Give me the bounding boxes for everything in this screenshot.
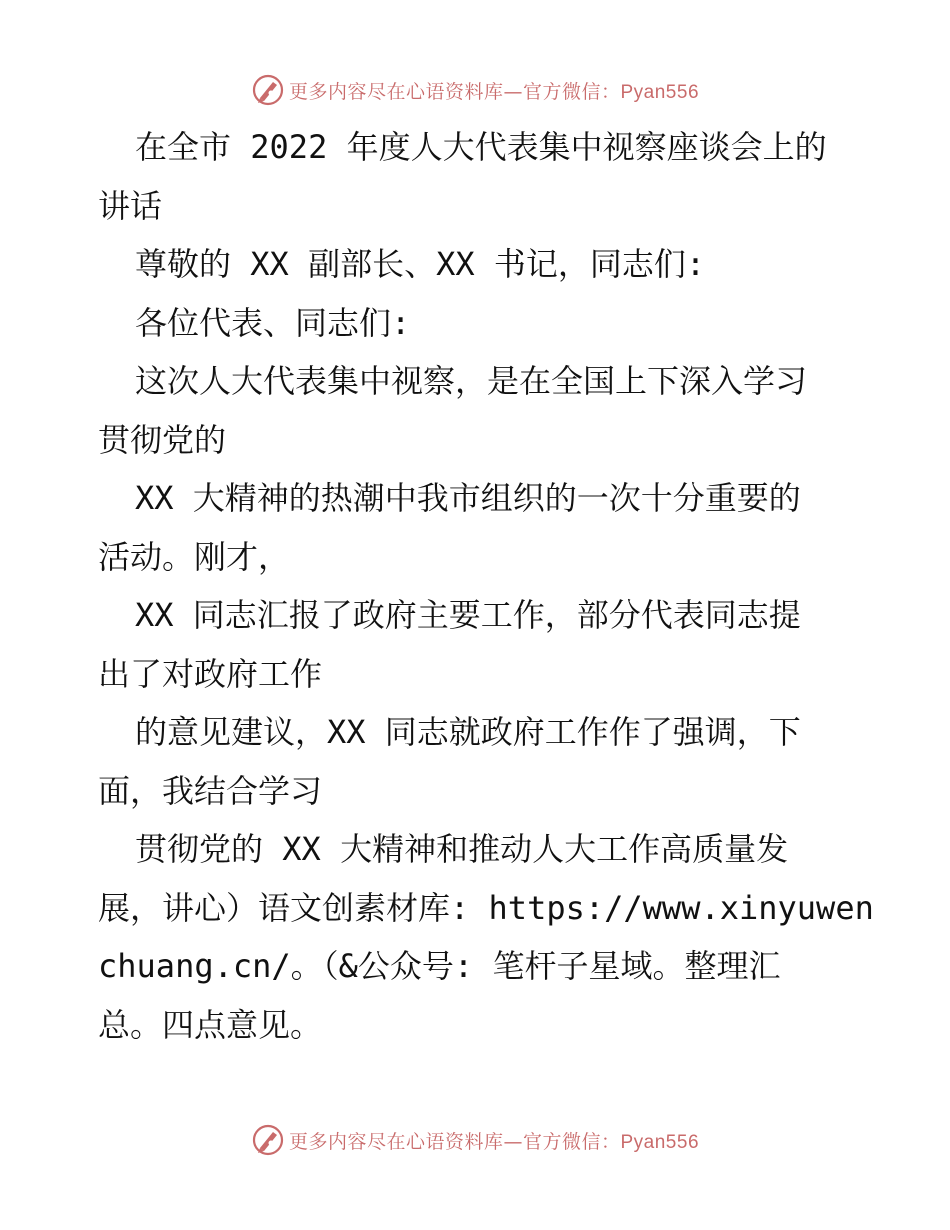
watermark-wechat-id: Pyan556: [620, 81, 700, 103]
watermark-text-cn: 更多内容尽在心语资料库—官方微信：: [288, 80, 621, 103]
text-line: XX 大精神的热潮中我市组织的一次十分重要的: [135, 479, 801, 517]
text-line: 这次人大代表集中视察，是在全国上下深入学习: [135, 362, 808, 400]
pen-logo-icon: [251, 1123, 285, 1157]
header-watermark: [0, 70, 950, 110]
text-line: XX 同志汇报了政府主要工作，部分代表同志提: [135, 596, 801, 634]
text-line: 面，我结合学习: [98, 771, 323, 810]
text-line: 贯彻党的 XX 大精神和推动人大工作高质量发: [135, 830, 789, 868]
text-line: 展，讲心）语文创素材库: https://www.xinyuwen: [98, 888, 874, 927]
watermark-text: [289, 1127, 699, 1154]
watermark-wechat-id: Pyan556: [620, 1131, 700, 1153]
text-line: 总。四点意见。: [98, 1005, 323, 1044]
text-line: 在全市 2022 年度人大代表集中视察座谈会上的: [135, 128, 827, 166]
text-line: 活动。刚才，: [98, 537, 291, 576]
pen-logo-icon: [251, 73, 285, 107]
text-line: 出了对政府工作: [98, 654, 323, 693]
text-line: 贯彻党的: [98, 420, 227, 459]
text-line: 各位代表、同志们:: [135, 303, 411, 342]
text-line: 尊敬的 XX 副部长、XX 书记，同志们:: [135, 245, 706, 283]
watermark-text: [289, 77, 699, 104]
document-body: [98, 118, 874, 1054]
text-line: 的意见建议，XX 同志就政府工作作了强调，下: [135, 713, 801, 751]
text-line: 讲话: [98, 186, 163, 225]
footer-watermark: [0, 1120, 950, 1160]
watermark-text-cn: 更多内容尽在心语资料库—官方微信：: [288, 1130, 621, 1153]
text-line: chuang.cn/。（&公众号: 笔杆子星域。整理汇: [98, 947, 781, 985]
